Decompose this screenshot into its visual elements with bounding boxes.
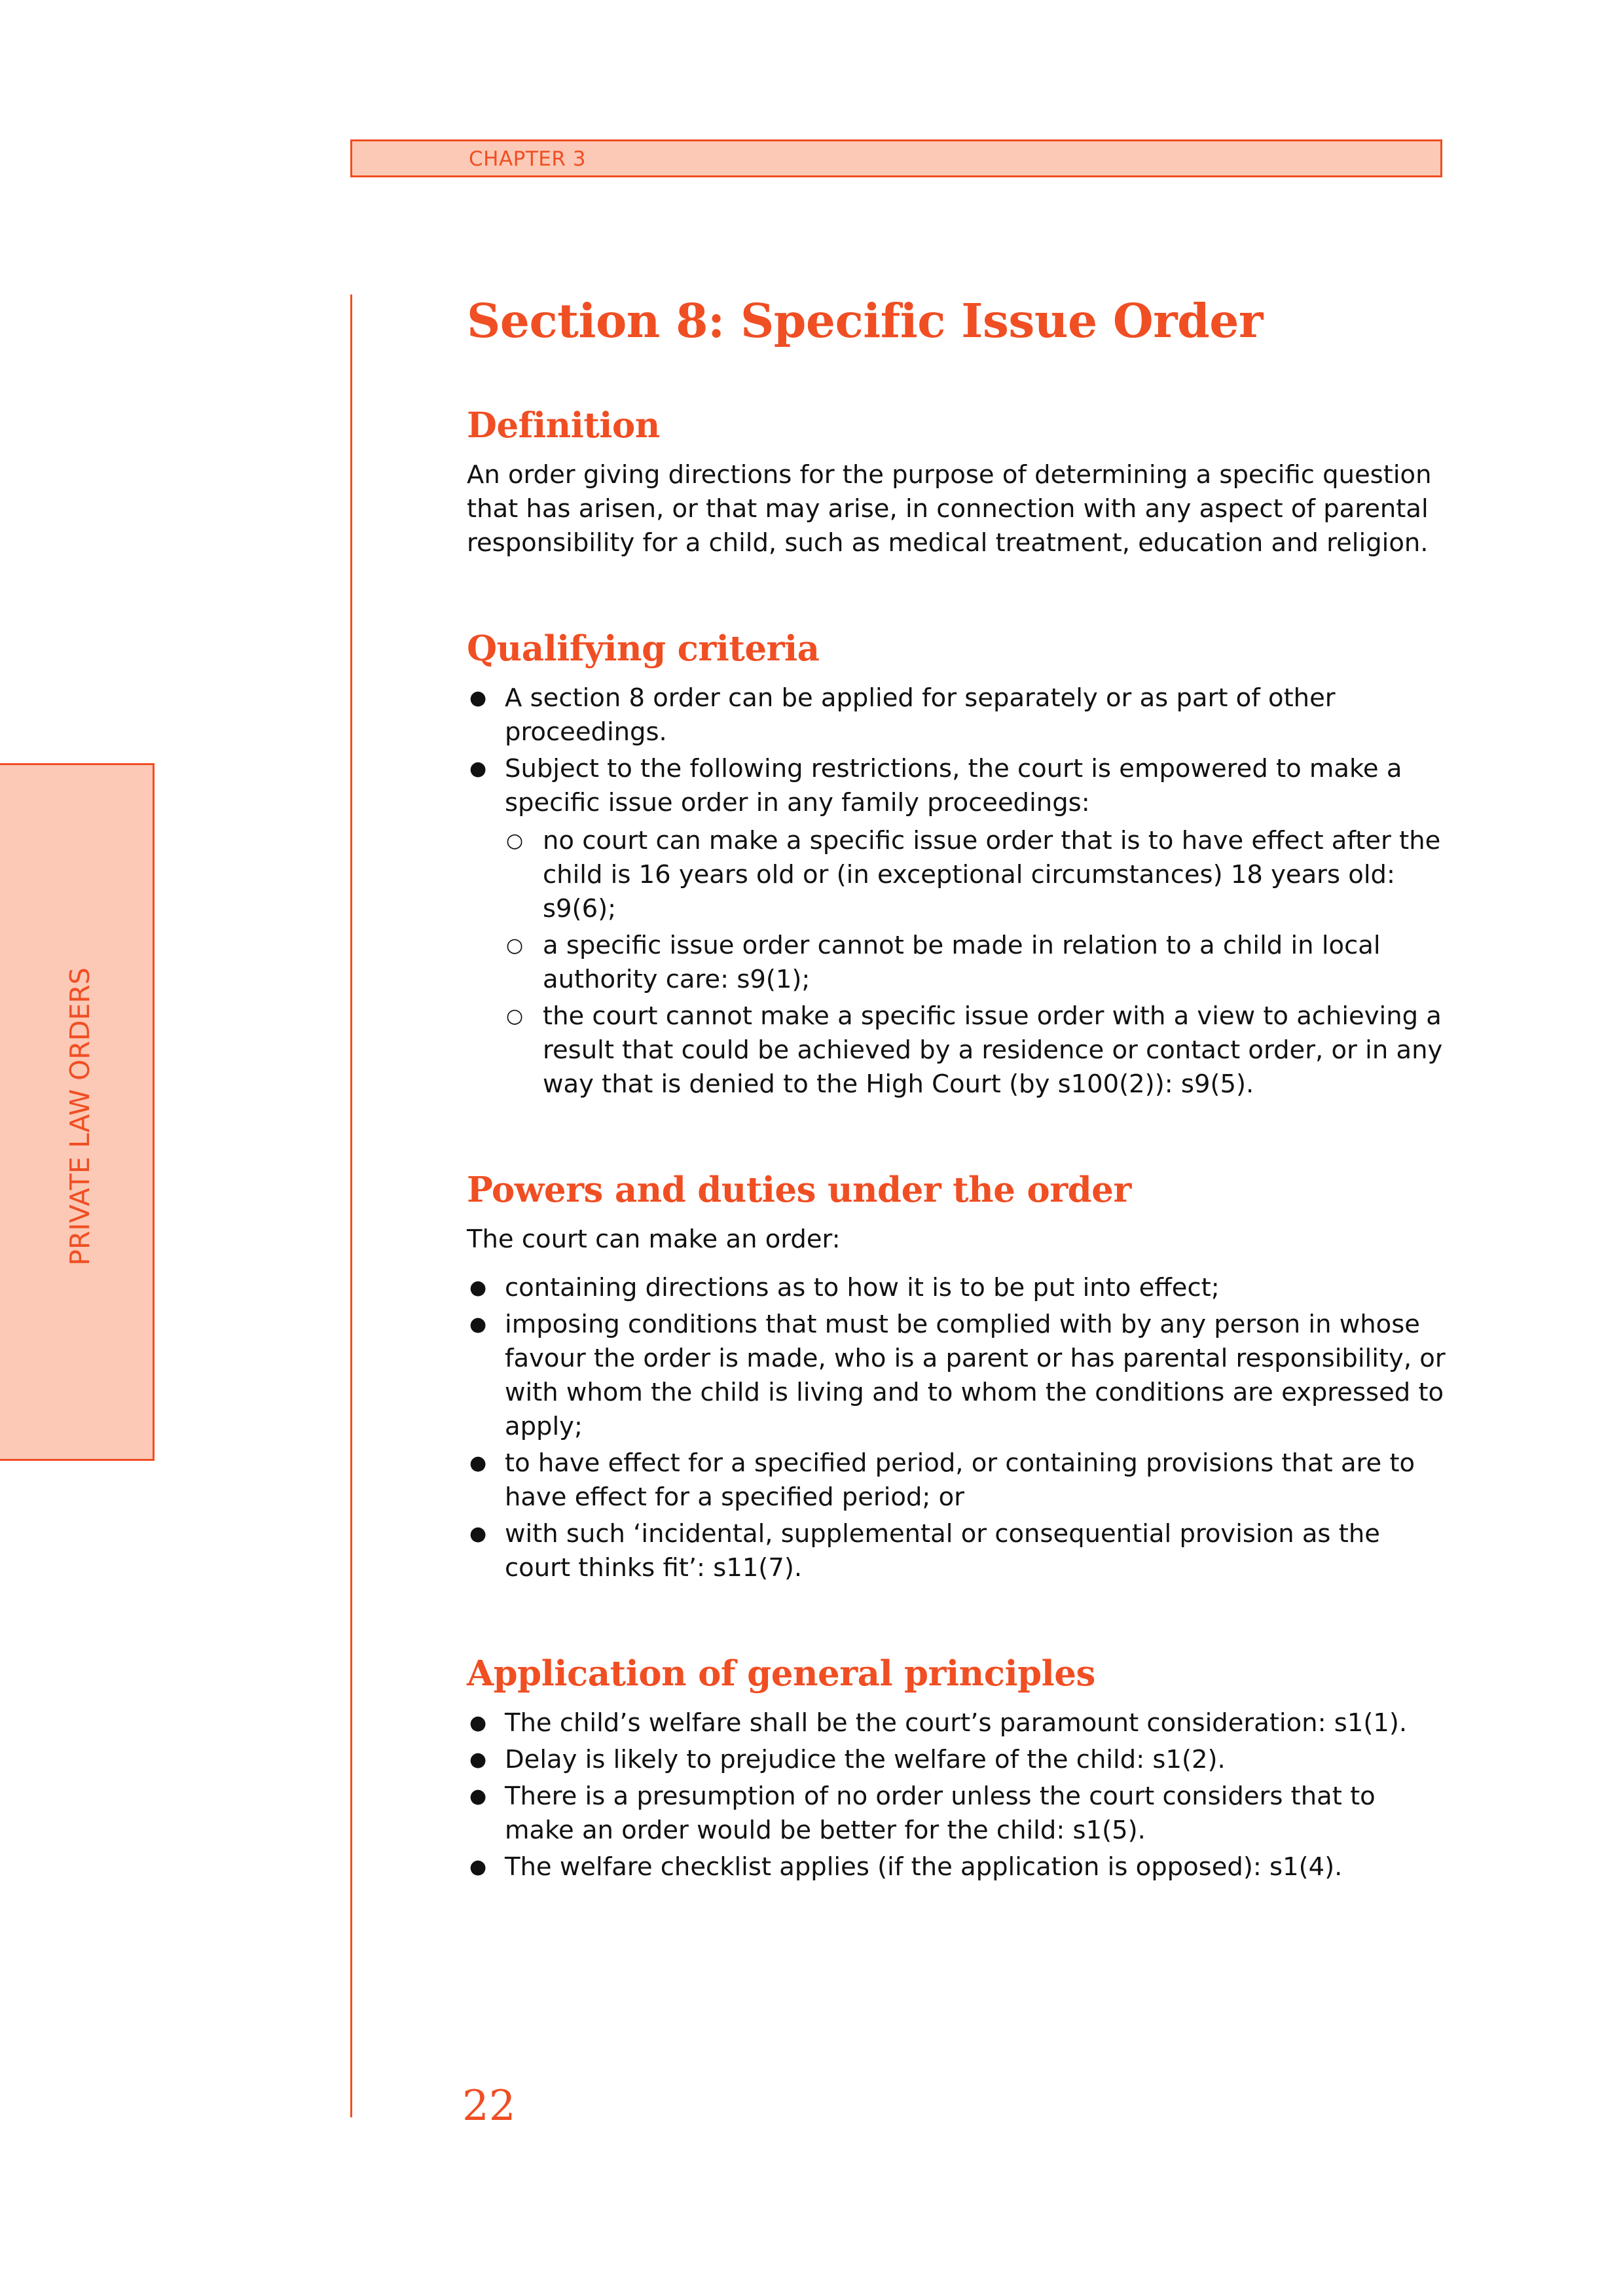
list-item xyxy=(467,1308,1446,1444)
page-title: Section 8: Specific Issue Order xyxy=(467,293,1263,348)
list-item xyxy=(467,1271,1446,1305)
powers-heading: Powers and duties under the order xyxy=(467,1170,1131,1210)
chapter-label: CHAPTER 3 xyxy=(469,147,586,171)
bullet-icon: ● xyxy=(469,1748,487,1771)
definition-heading: Definition xyxy=(467,405,660,446)
list-item-text: imposing conditions that must be complied with by any person in whose favour the order is made, who is a parent or has parental responsibility, or with whom the child is living and to whom the conditions are expressed to apply; xyxy=(505,1310,1446,1441)
qualifying-criteria-heading: Qualifying criteria xyxy=(467,628,820,669)
bullet-icon: ● xyxy=(469,1276,487,1299)
list-item-text: Subject to the following restrictions, the court is empowered to make a specific issue order in any family proceedings: xyxy=(505,754,1402,817)
chapter-header-bar xyxy=(350,139,1442,177)
list-item-text: A section 8 order can be applied for separately or as part of other proceedings. xyxy=(505,683,1336,747)
list-item-text: There is a presumption of no order unless the court considers that to make an order would be better for the child: s1(5). xyxy=(505,1782,1376,1845)
powers-list xyxy=(467,1271,1446,1585)
list-item xyxy=(467,1517,1446,1585)
list-item-text: to have effect for a specified period, or containing provisions that are to have effect for a specified period; or xyxy=(505,1448,1415,1512)
bullet-icon: ● xyxy=(469,1452,487,1475)
general-principles-heading: Application of general principles xyxy=(467,1653,1095,1694)
sub-list-item-text: the court cannot make a specific issue order with a view to achieving a result that could be achieved by a residence or contact order, or in any way that is denied to the High Court (by s100(2)): s9(5). xyxy=(543,1001,1443,1099)
list-item-text: The child’s welfare shall be the court’s paramount consideration: s1(1). xyxy=(505,1708,1408,1738)
sub-list-item xyxy=(505,824,1446,926)
bullet-icon: ● xyxy=(469,687,487,709)
circle-bullet-icon: ○ xyxy=(506,829,524,852)
page-content xyxy=(467,285,1446,1887)
bullet-icon: ● xyxy=(469,1785,487,1808)
list-item-text: containing directions as to how it is to be put into effect; xyxy=(505,1273,1220,1302)
bullet-icon: ● xyxy=(469,1712,487,1734)
list-item xyxy=(467,1743,1446,1777)
side-tab-label: PRIVATE LAW ORDERS xyxy=(64,967,96,1266)
list-item xyxy=(467,752,1446,1102)
list-item xyxy=(467,681,1446,749)
definition-text: An order giving directions for the purpose of determining a specific question that has arisen, or that may arise, in connection with any aspect of parental responsibility for a child, such as medical treatment, education and religion. xyxy=(467,460,1432,558)
circle-bullet-icon: ○ xyxy=(506,1005,524,1028)
page-number: 22 xyxy=(462,2082,516,2130)
bullet-icon: ● xyxy=(469,1522,487,1545)
list-item xyxy=(467,1706,1446,1740)
sub-list-item xyxy=(505,929,1446,997)
bullet-icon: ● xyxy=(469,1856,487,1878)
list-item-text: The welfare checklist applies (if the application is opposed): s1(4). xyxy=(505,1852,1343,1882)
list-item xyxy=(467,1850,1446,1884)
restrictions-sublist xyxy=(505,824,1446,1102)
margin-rule xyxy=(350,295,352,2117)
circle-bullet-icon: ○ xyxy=(506,934,524,957)
powers-intro: The court can make an order: xyxy=(467,1225,841,1254)
list-item-text: Delay is likely to prejudice the welfare of the child: s1(2). xyxy=(505,1745,1226,1774)
general-principles-list xyxy=(467,1706,1446,1884)
sub-list-item-text: a specific issue order cannot be made in relation to a child in local authority care: s9(1); xyxy=(543,931,1381,994)
list-item xyxy=(467,1446,1446,1515)
sub-list-item-text: no court can make a specific issue order that is to have effect after the child is 16 years old or (in exceptional circumstances) 18 years old: s9(6); xyxy=(543,826,1441,924)
list-item-text: with such ‘incidental, supplemental or consequential provision as the court thinks fit’: s11(7). xyxy=(505,1519,1380,1583)
list-item xyxy=(467,1780,1446,1848)
bullet-icon: ● xyxy=(469,1313,487,1336)
bullet-icon: ● xyxy=(469,757,487,780)
sub-list-item xyxy=(505,999,1446,1102)
qualifying-criteria-list xyxy=(467,681,1446,1102)
